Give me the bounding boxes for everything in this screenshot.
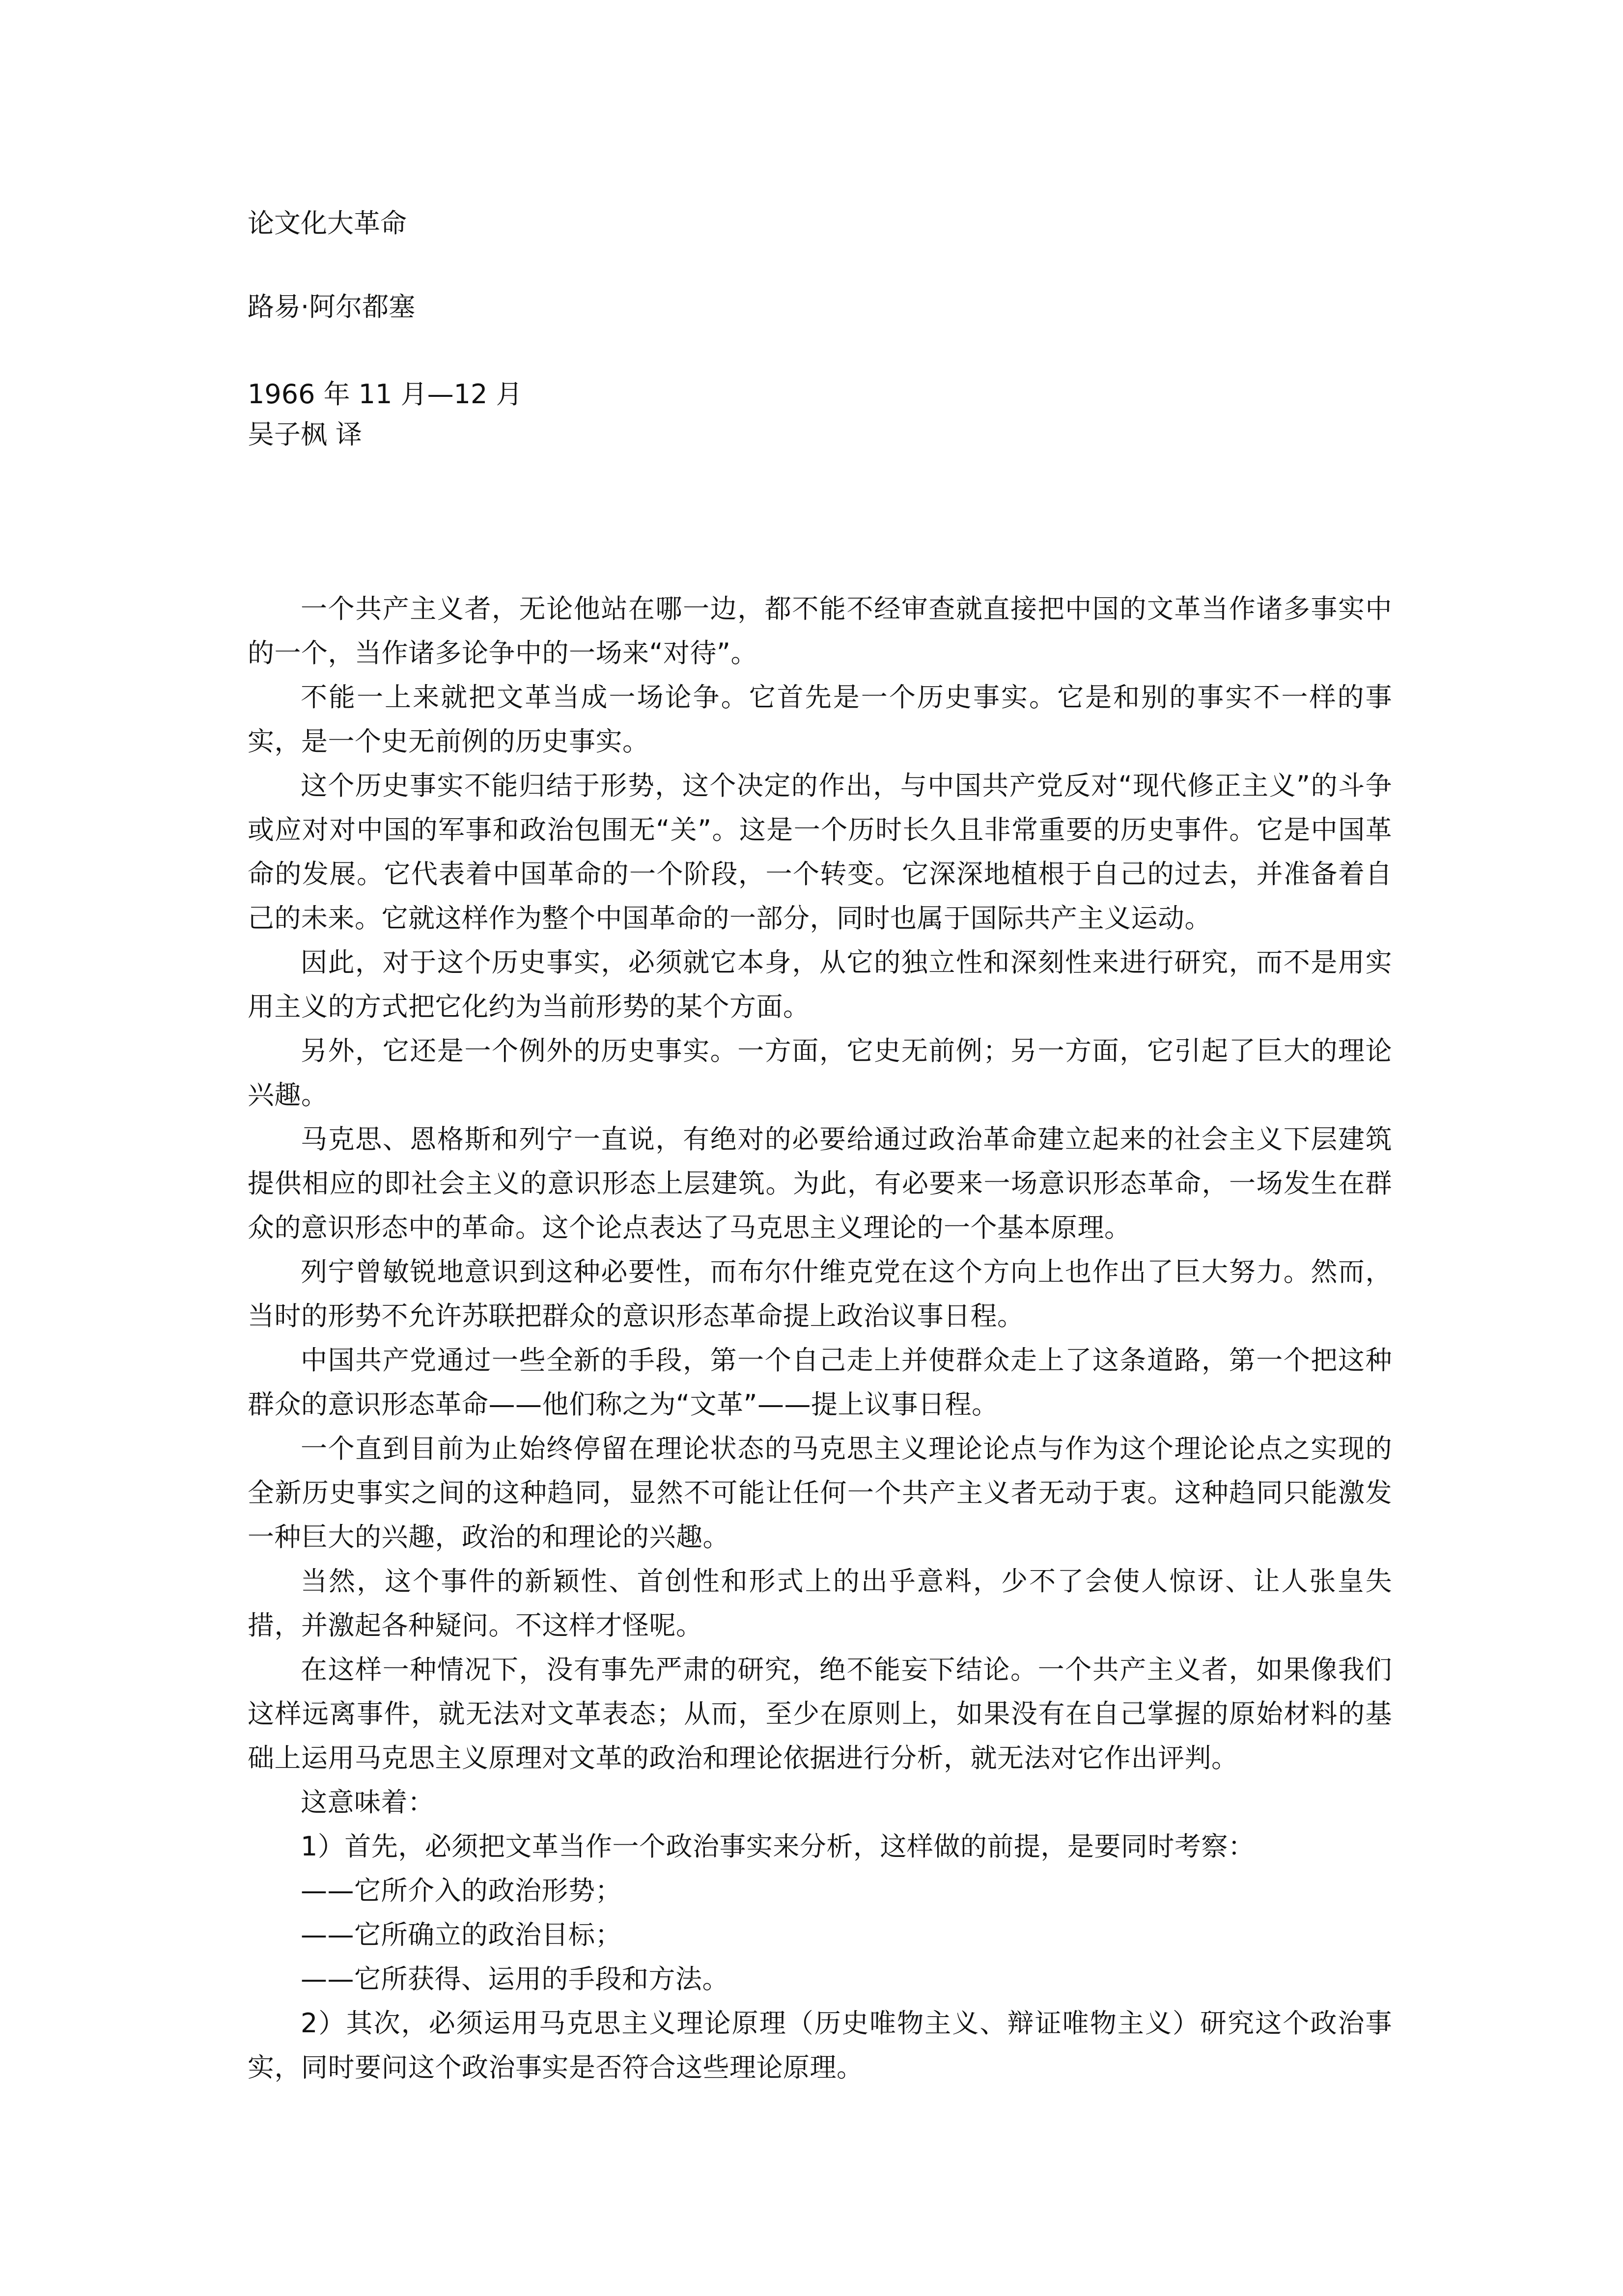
paragraph: 当然，这个事件的新颖性、首创性和形式上的出乎意料，少不了会使人惊讶、让人张皇失措，并激起各种疑问。不这样才怪呢。 [248, 1566, 1392, 1641]
list-item: ——它所获得、运用的手段和方法。 [301, 1964, 729, 1994]
document-page [248, 0, 1392, 2296]
date-range: 1966 年 11 月—12 月 [248, 379, 523, 410]
document-title: 论文化大革命 [248, 208, 407, 239]
paragraph: 另外，它还是一个例外的历史事实。一方面，它史无前例；另一方面，它引起了巨大的理论兴趣。 [248, 1035, 1392, 1110]
paragraph: 一个直到目前为止始终停留在理论状态的马克思主义理论论点与作为这个理论论点之实现的全新历史事实之间的这种趋同，显然不可能让任何一个共产主义者无动于衷。这种趋同只能激发一种巨大的兴趣，政治的和理论的兴趣。 [248, 1433, 1392, 1552]
list-item: ——它所介入的政治形势； [301, 1875, 622, 1906]
paragraph: 列宁曾敏锐地意识到这种必要性，而布尔什维克党在这个方向上也作出了巨大努力。然而，当时的形势不允许苏联把群众的意识形态革命提上政治议事日程。 [248, 1256, 1392, 1331]
paragraph: 这个历史事实不能归结于形势，这个决定的作出，与中国共产党反对“现代修正主义”的斗争或应对对中国的军事和政治包围无“关”。这是一个历时长久且非常重要的历史事件。它是中国革命的发展。它代表着中国革命的一个阶段，一个转变。它深深地植根于自己的过去，并准备着自己的未来。它就这样作为整个中国革命的一部分，同时也属于国际共产主义运动。 [248, 770, 1392, 934]
paragraph: 一个共产主义者，无论他站在哪一边，都不能不经审查就直接把中国的文革当作诸多事实中的一个，当作诸多论争中的一场来“对待”。 [248, 593, 1392, 668]
paragraph: 因此，对于这个历史事实，必须就它本身，从它的独立性和深刻性来进行研究，而不是用实用主义的方式把它化约为当前形势的某个方面。 [248, 947, 1392, 1022]
paragraph: 不能一上来就把文革当成一场论争。它首先是一个历史事实。它是和别的事实不一样的事实，是一个史无前例的历史事实。 [248, 682, 1392, 757]
paragraph: 中国共产党通过一些全新的手段，第一个自己走上并使群众走上了这条道路，第一个把这种群众的意识形态革命——他们称之为“文革”——提上议事日程。 [248, 1345, 1392, 1420]
body-text [248, 587, 1392, 2090]
list-item: ——它所确立的政治目标； [301, 1919, 622, 1950]
paragraph: 这意味着： [301, 1787, 435, 1818]
list-item: 2）其次，必须运用马克思主义理论原理（历史唯物主义、辩证唯物主义）研究这个政治事实，同时要问这个政治事实是否符合这些理论原理。 [248, 2008, 1392, 2083]
paragraph: 马克思、恩格斯和列宁一直说，有绝对的必要给通过政治革命建立起来的社会主义下层建筑提供相应的即社会主义的意识形态上层建筑。为此，有必要来一场意识形态革命，一场发生在群众的意识形态中的革命。这个论点表达了马克思主义理论的一个基本原理。 [248, 1124, 1392, 1243]
list-item: 1）首先，必须把文革当作一个政治事实来分析，这样做的前提，是要同时考察： [301, 1831, 1255, 1862]
paragraph: 在这样一种情况下，没有事先严肃的研究，绝不能妄下结论。一个共产主义者，如果像我们这样远离事件，就无法对文革表态；从而，至少在原则上，如果没有在自己掌握的原始材料的基础上运用马克思主义原理对文革的政治和理论依据进行分析，就无法对它作出评判。 [248, 1654, 1392, 1773]
author-name: 路易·阿尔都塞 [248, 291, 416, 322]
translator-credit: 吴子枫 译 [248, 419, 363, 450]
